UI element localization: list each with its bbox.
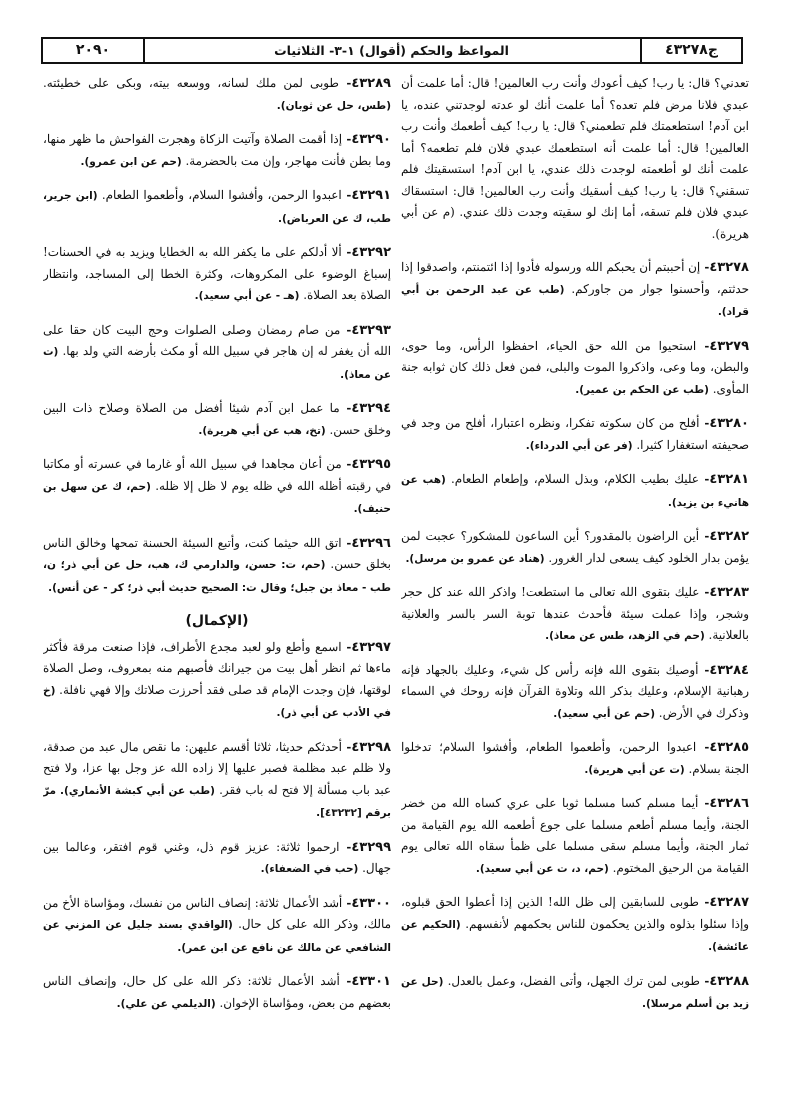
hadith-entry: ٤٣٢٧٩- استحيوا من الله حق الحياء، احفظوا الرأس، وما حوى، والبطن، وما وعى، واذكروا الموت والبلى، فمن فعل ذلك كان ثوابه جنة المأوى. (طب عن الحكم بن عمير). [401, 338, 749, 396]
hadith-source: (حم عن أبي سعيد). [553, 707, 656, 720]
hadith-text: اعبدوا الرحمن، وأفشوا السلام، وأطعموا الطعام. [101, 188, 342, 202]
hadith-source: (طب عن عبد الرحمن بن أبي قراد). [401, 283, 749, 318]
hadith-entry: ٤٣٢٩٢- ألا أدلكم على ما يكفر الله به الخطايا ويزيد به في الحسنات! إسباغ الوضوء على المكروهات، وكثرة الخطا إلى المساجد، وانتظار الصلاة بعد الصلاة. (هـ - عن أبي سعيد). [43, 245, 391, 302]
hadith-source: (حم في الزهد، طس عن معاذ). [545, 630, 705, 642]
hadith-text: اتق الله حيثما كنت، وأتبع السيئة الحسنة تمحها وخالق الناس بخلق حسن. [43, 535, 391, 571]
hadith-source: (ت عن معاذ). [43, 346, 391, 381]
hadith-source: (تخ، هب عن أبي هريرة). [198, 424, 326, 437]
hadith-number: ٤٣٢٩٤ [351, 401, 391, 416]
hadith-text: أيما مسلم كسا مسلما ثوبا على عري كساه الله من خضر الجنة، وأيما مسلم أطعم مسلما على جوع أطعمه الله يوم القيامة من ثمار الجنة، وأيما مسلم سقى مسلما على ظمأ سقاه الله تعالى يوم القيامة من الرحيق المختوم. [401, 796, 749, 875]
hadith-source: (حم عن ابن عمرو). [80, 155, 182, 168]
hadith-range: ج٤٣٢٧٨ [640, 39, 741, 62]
hadith-entry: ٤٣٢٨٠- أفلح من كان سكوته تفكرا، ونظره اعتبارا، أفلح من وجد في صحيفته استغفارا كثيرا. (فر عن أبي الدرداء). [401, 416, 749, 452]
hadith-text: من أعان مجاهدا في سبيل الله أو غارما في عسرته أو مكاتبا في رقبته أظله الله في ظله يوم لا ظل إلا ظله. [43, 457, 391, 493]
hadith-number: ٤٣٢٨٣ [709, 585, 749, 600]
hadith-entry: ٤٣٢٨٩- طوبى لمن ملك لسانه، ووسعه بيته، وبكى على خطيئته. (طس، حل عن ثوبان). [43, 76, 391, 112]
hadith-number: ٤٣٢٧٩ [709, 338, 749, 354]
hadith-entry: ٤٣٢٩٨- أحدثكم حديثا، ثلاثا أقسم عليهن: ما نقص مال عبد من صدقة، ولا ظلم عبد مظلمة فصبر عليها إلا زاده الله عز وجل بها عزا، ولا فتح عبد باب مسألة إلا فتح له باب فقر. (طب عن أبي كبشة الأنماري). مرّ برقم [٤٣٢٣٢]. [43, 739, 391, 819]
hadith-text: طوبى للسابقين إلى ظل الله! الذين إذا أعطوا الحق قبلوه، وإذا سئلوا بذلوه والذين يحكمون للناس بحكمهم لأنفسهم. [401, 895, 749, 931]
page-header [41, 37, 743, 64]
right-entries [401, 257, 749, 1016]
hadith-source: (الديلمي عن علي). [116, 997, 216, 1010]
hadith-text: من صام رمضان وصلى الصلوات وحج البيت كان حقا على الله أن يغفر له إن هاجر في سبيل الله أو مكث بأرضه التي ولد بها. [43, 322, 391, 358]
hadith-text: ارحموا ثلاثة: عزيز قوم ذل، وغني قوم افتقر، وعالما بين جهال. [43, 839, 391, 875]
hadith-entry: ٤٣٢٩٥- من أعان مجاهدا في سبيل الله أو غارما في عسرته أو مكاتبا في رقبته أظله الله في ظله يوم لا ظل إلا ظله. (حم، ك عن سهل بن حنيف). [43, 457, 391, 515]
hadith-number: ٤٣٢٩٧ [351, 639, 391, 655]
hadith-text: إذا أقمت الصلاة وآتيت الزكاة وهجرت الفواحش ما ظهر منها، وما بطن فأنت مهاجر، وإن مت بالحضرمة. [43, 132, 391, 168]
hadith-entry: ٤٣٢٩٩- ارحموا ثلاثة: عزيز قوم ذل، وغني قوم افتقر، وعالما بين جهال. (حب في الضعفاء). [43, 839, 391, 875]
hadith-entry: ٤٣٢٩٣- من صام رمضان وصلى الصلوات وحج البيت كان حقا على الله أن يغفر له إن هاجر في سبيل الله أو مكث بأرضه التي ولد بها. (ت عن معاذ). [43, 322, 391, 381]
hadith-text: استحيوا من الله حق الحياء، احفظوا الرأس، وما حوى، والبطن، وما وعى، واذكروا الموت والبلى، فمن فعل ذلك كان ثوابه جنة المأوى. [401, 338, 749, 396]
hadith-source: (ابن جرير، طب، ك عن العرباض). [43, 190, 391, 225]
hadith-entry: ٤٣٢٨١- عليك بطيب الكلام، وبذل السلام، وإطعام الطعام. (هب عن هانيء بن يزيد). [401, 472, 749, 509]
running-title: المواعظ والحكم (أقوال) ١-٣- الثلاثيات [274, 43, 509, 58]
hadith-entry: ٤٣٢٨٤- أوصيك بتقوى الله فإنه رأس كل شيء، وعليك بالجهاد فإنه رهبانية الإسلام، وعليك بذكر الله وتلاوة القرآن فإنه روحك في السماء وذكرك في الأرض. (حم عن أبي سعيد). [401, 662, 749, 720]
hadith-text: اسمع وأطع ولو لعبد مجدع الأطراف، فإذا صنعت مرقة فأكثر ماءها ثم انظر أهل بيت من جيرانك فأصبهم منه بمعروف، وصل الصلاة لوقتها، فإن وجدت الإمام قد صلى فقد أحرزت صلاتك وإلا فهي نافلة. [43, 639, 391, 697]
hadith-source: (حل عن زيد بن أسلم مرسلا). [401, 975, 749, 1010]
right-column [401, 73, 749, 1083]
hadith-number: ٤٣٣٠٠ [351, 895, 391, 911]
hadith-entry: ٤٣٣٠١- أشد الأعمال ثلاثة: ذكر الله على كل حال، وإنصاف الناس بعضهم من بعض، ومؤاساة الإخوان. (الديلمي عن علي). [43, 974, 391, 1010]
hadith-number: ٤٣٢٨٠ [709, 416, 749, 431]
hadith-text: أشد الأعمال ثلاثة: إنصاف الناس من نفسك، ومؤاساة الأخ من مالك، وذكر الله على كل حال. [43, 895, 391, 931]
hadith-number: ٤٣٢٨٨ [709, 973, 749, 989]
hadith-source: (حب في الضعفاء). [260, 863, 359, 875]
hadith-source: (طس، حل عن ثوبان). [276, 99, 391, 112]
hadith-text: عليك بطيب الكلام، وبذل السلام، وإطعام الطعام. [451, 472, 699, 486]
hadith-entry: ٤٣٣٠٠- أشد الأعمال ثلاثة: إنصاف الناس من نفسك، ومؤاساة الأخ من مالك، وذكر الله على كل حال. (الواقدي بسند جليل عن المزني عن الشافعي عن مالك عن نافع عن ابن عمر). [43, 895, 391, 954]
hadith-entry: ٤٣٢٨٥- اعبدوا الرحمن، وأطعموا الطعام، وأفشوا السلام؛ تدخلوا الجنة بسلام. (ت عن أبي هريرة). [401, 740, 749, 776]
hadith-source: (خ في الأدب عن أبي ذر). [43, 684, 391, 719]
hadith-text: أشد الأعمال ثلاثة: ذكر الله على كل حال، وإنصاف الناس بعضهم من بعض، ومؤاساة الإخوان. [43, 974, 391, 1010]
hadith-number: ٤٣٢٩٦ [351, 535, 391, 551]
hadith-source: (حم، ت: حسن، والدارمي ك، هب، حل عن أبي ذر؛ ن، طب - معاذ بن جبل؛ وقال ت: الصحيح حديث أبي ذر؛ كر - عن أنس). [43, 559, 391, 594]
hadith-entry: ٤٣٢٩٧- اسمع وأطع ولو لعبد مجدع الأطراف، فإذا صنعت مرقة فأكثر ماءها ثم انظر أهل بيت من جيرانك فأصبهم منه بمعروف، وصل الصلاة لوقتها، فإن وجدت الإمام قد صلى فقد أحرزت صلاتك وإلا فهي نافلة. (خ في الأدب عن أبي ذر). [43, 639, 391, 719]
continuation-source: (م عن أبي هريرة). [401, 205, 749, 241]
hadith-number: ٤٣٢٨٤ [709, 662, 749, 678]
hadith-source: (طب عن أبي كبشة الأنماري). مرّ برقم [٤٣٢٣٢]. [43, 784, 391, 819]
hadith-text: عليك بتقوى الله تعالى ما استطعت! واذكر الله عند كل حجر وشجر، وإذا عملت سيئة فأحدث عندها توبة السر بالسر والعلانية بالعلانية. [401, 585, 749, 642]
hadith-entry: ٤٣٢٨٢- أين الراضون بالمقدور؟ أين الساعون للمشكور؟ عجبت لمن يؤمن بدار الخلود كيف يسعى لدار الغرور. (هناد عن عمرو بن مرسل). [401, 529, 749, 565]
hadith-text: إن أحببتم أن يحبكم الله ورسوله فأدوا إذا ائتمنتم، واصدقوا إذا حدثتم، وأحسنوا جوار من جاوركم. [401, 260, 749, 296]
page-number: ٢٠٩٠ [43, 39, 145, 62]
hadith-number: ٤٣٢٧٨ [709, 260, 749, 275]
hadith-entry: ٤٣٢٩٠- إذا أقمت الصلاة وآتيت الزكاة وهجرت الفواحش ما ظهر منها، وما بطن فأنت مهاجر، وإن مت بالحضرمة. (حم عن ابن عمرو). [43, 132, 391, 168]
hadith-text: أفلح من كان سكوته تفكرا، ونظره اعتبارا، أفلح من وجد في صحيفته استغفارا كثيرا. [401, 416, 749, 452]
left-column [43, 73, 391, 1083]
hadith-number: ٤٣٢٨٥ [709, 740, 749, 755]
hadith-source: (الحكيم عن عائشة). [401, 918, 749, 953]
hadith-source: (فر عن أبي الدرداء). [525, 439, 633, 452]
hadith-entry: ٤٣٢٨٧- طوبى للسابقين إلى ظل الله! الذين إذا أعطوا الحق قبلوه، وإذا سئلوا بذلوه والذين يحكمون للناس بحكمهم لأنفسهم. (الحكيم عن عائشة). [401, 895, 749, 953]
hadith-source: (هب عن هانيء بن يزيد). [401, 474, 749, 509]
hadith-entry: ٤٣٢٨٨- طوبى لمن ترك الجهل، وأتى الفضل، وعمل بالعدل. (حل عن زيد بن أسلم مرسلا). [401, 973, 749, 1010]
hadith-number: ٤٣٢٩٣ [351, 322, 391, 338]
hadith-number: ٤٣٢٩١ [351, 188, 391, 203]
hadith-source: (طب عن الحكم بن عمير). [575, 383, 709, 396]
left-entries [43, 73, 391, 599]
hadith-number: ٤٣٢٨٢ [709, 529, 749, 544]
hadith-entry: ٤٣٢٨٦- أيما مسلم كسا مسلما ثوبا على عري كساه الله من خضر الجنة، وأيما مسلم أطعم مسلما على جوع أطعمه الله يوم القيامة من ثمار الجنة، وأيما مسلم سقى مسلما على ظمأ سقاه الله تعالى يوم القيامة من الرحيق المختوم. (حم، د، ت عن أبي سعيد). [401, 796, 749, 875]
ikmal-entries [43, 637, 391, 1016]
hadith-source: (حم، ك عن سهل بن حنيف). [43, 480, 391, 515]
hadith-number: ٤٣٢٨٦ [709, 796, 749, 811]
hadith-number: ٤٣٢٨٩ [351, 76, 391, 91]
hadith-number: ٤٣٢٨١ [709, 472, 749, 487]
continuation-text: تعدني؟ قال: يا رب! كيف أعودك وأنت رب العالمين! قال: أما علمت أن عبدي فلانا مرض فلم تعده؟ أما علمت أنك لو عدته لوجدتني عنده، يا ابن آدم! استطعمتك فلم تطعمني؟ قال: يا رب! كيف أطعمك وأنت رب العالمين! قال: أما علمت أنه استطعمك عبدي فلان فلم تطعمه؟ أما علمت أنك لو أطعمته لوجدت ذلك عندي، يا ابن آدم! استسقيتك فلم تسقني؟ قال: يا رب! كيف أسقيك وأنت رب العالمين! قال: استسقاك عبدي فلان فلم تسقه، أما إنك لو سقيته وجدت ذلك عندي. [401, 76, 749, 219]
hadith-entry: ٤٣٢٩٤- ما عمل ابن آدم شيئا أفضل من الصلاة وصلاح ذات البين وخلق حسن. (تخ، هب عن أبي هريرة). [43, 401, 391, 437]
hadith-text: ما عمل ابن آدم شيئا أفضل من الصلاة وصلاح ذات البين وخلق حسن. [43, 401, 391, 437]
hadith-entry: ٤٣٢٩٦- اتق الله حيثما كنت، وأتبع السيئة الحسنة تمحها وخالق الناس بخلق حسن. (حم، ت: حسن، والدارمي ك، هب، حل عن أبي ذر؛ ن، طب - معاذ بن جبل؛ وقال ت: الصحيح حديث أبي ذر؛ كر - عن أنس). [43, 535, 391, 594]
hadith-number: ٤٣٢٩٠ [351, 132, 391, 147]
hadith-source: (هـ - عن أبي سعيد). [194, 290, 300, 302]
hadith-source: (ت عن أبي هريرة). [584, 763, 685, 776]
hadith-number: ٤٣٣٠١ [351, 974, 391, 989]
hadith-text: أحدثكم حديثا، ثلاثا أقسم عليهن: ما نقص مال عبد من صدقة، ولا ظلم عبد مظلمة فصبر عليها إلا زاده الله عز وجل بها عزا، ولا فتح عبد باب مسألة إلا فتح له باب فقر. [43, 739, 391, 797]
hadith-number: ٤٣٢٩٥ [351, 457, 391, 472]
section-title: (الإكمال) [185, 613, 249, 629]
hadith-text: طوبى لمن ترك الجهل، وأتى الفضل، وعمل بالعدل. [447, 973, 700, 988]
hadith-number: ٤٣٢٩٨ [351, 739, 391, 755]
hadith-number: ٤٣٢٩٩ [351, 839, 391, 855]
hadith-source: (الواقدي بسند جليل عن المزني عن الشافعي عن مالك عن نافع عن ابن عمر). [43, 919, 391, 954]
hadith-text: ألا أدلكم على ما يكفر الله به الخطايا ويزيد به في الحسنات! إسباغ الوضوء على المكروهات، وكثرة الخطا إلى المساجد، وانتظار الصلاة بعد الصلاة. [43, 245, 391, 302]
hadith-entry: ٤٣٢٩١- اعبدوا الرحمن، وأفشوا السلام، وأطعموا الطعام. (ابن جرير، طب، ك عن العرباض). [43, 188, 391, 225]
hadith-number: ٤٣٢٩٢ [351, 245, 391, 260]
hadith-text: طوبى لمن ملك لسانه، ووسعه بيته، وبكى على خطيئته. [43, 76, 339, 90]
hadith-text: اعبدوا الرحمن، وأطعموا الطعام، وأفشوا السلام؛ تدخلوا الجنة بسلام. [401, 740, 749, 776]
hadith-number: ٤٣٢٨٧ [709, 895, 749, 910]
continuation-paragraph [401, 73, 749, 245]
hadith-source: (حم، د، ت عن أبي سعيد). [475, 862, 609, 875]
hadith-source: (هناد عن عمرو بن مرسل). [405, 552, 545, 565]
hadith-text: أوصيك بتقوى الله فإنه رأس كل شيء، وعليك بالجهاد فإنه رهبانية الإسلام، وعليك بذكر الله وتلاوة القرآن فإنه روحك في السماء وذكرك في الأرض. [401, 662, 749, 720]
hadith-entry: ٤٣٢٧٨- إن أحببتم أن يحبكم الله ورسوله فأدوا إذا ائتمنتم، واصدقوا إذا حدثتم، وأحسنوا جوار من جاوركم. (طب عن عبد الرحمن بن أبي قراد). [401, 260, 749, 318]
hadith-entry: ٤٣٢٨٣- عليك بتقوى الله تعالى ما استطعت! واذكر الله عند كل حجر وشجر، وإذا عملت سيئة فأحدث عندها توبة السر بالسر والعلانية بالعلانية. (حم في الزهد، طس عن معاذ). [401, 585, 749, 642]
hadith-text: أين الراضون بالمقدور؟ أين الساعون للمشكور؟ عجبت لمن يؤمن بدار الخلود كيف يسعى لدار الغرور. [401, 529, 749, 565]
